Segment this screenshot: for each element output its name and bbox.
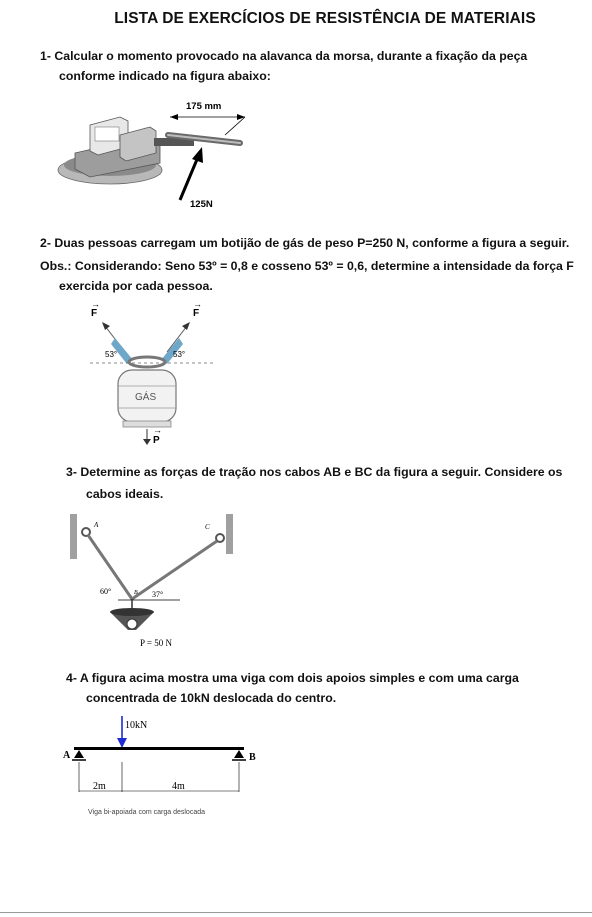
point-a-label: A xyxy=(94,521,99,529)
angle-label-right: 37° xyxy=(152,590,164,599)
dimension-label: 175 mm xyxy=(186,101,222,112)
angle-label-left: 53° xyxy=(105,350,118,359)
support-b-label: B xyxy=(249,752,256,763)
force-label-right: F xyxy=(193,308,200,319)
dimension-arrow-right xyxy=(237,114,245,120)
gas-cylinder-figure xyxy=(85,300,220,448)
hook-c xyxy=(216,534,224,542)
cylinder-handle xyxy=(129,357,165,367)
cable-bc xyxy=(132,541,217,599)
dimension-left-label: 2m xyxy=(93,781,106,792)
figure-caption: Viga bi-apoiada com carga deslocada xyxy=(88,809,206,816)
support-b xyxy=(234,750,244,758)
force-label-left: F xyxy=(91,308,98,319)
weight-label: P = 50 N xyxy=(140,638,172,648)
svg-text:→: → xyxy=(153,425,162,435)
cylinder-label: GÁS xyxy=(135,392,157,403)
load-label: 10kN xyxy=(125,720,148,731)
page-title: LISTA DE EXERCÍCIOS DE RESISTÊNCIA DE MATERIAIS xyxy=(114,10,536,27)
vise-figure xyxy=(50,95,250,220)
cylinder-base xyxy=(123,421,171,427)
question-1-line-1: 1- Calcular o momento provocado na alavanca da morsa, durante a fixação da peça xyxy=(40,49,528,63)
vise-workpiece xyxy=(95,127,119,141)
question-3-line-1: 3- Determine as forças de tração nos cabos AB e BC da figura a seguir. Considere os xyxy=(66,465,563,479)
angle-label-left: 60° xyxy=(100,587,112,596)
beam-figure xyxy=(60,712,260,807)
question-1-line-2: conforme indicado na figura abaixo: xyxy=(59,69,271,83)
svg-text:→: → xyxy=(193,300,202,309)
load-arrow-head xyxy=(117,738,127,748)
page-bottom-border xyxy=(0,912,592,913)
beam xyxy=(74,747,244,750)
question-2-line-3: exercida por cada pessoa. xyxy=(59,279,213,293)
question-3-line-2: cabos ideais. xyxy=(86,487,164,501)
left-wall xyxy=(70,514,77,559)
question-2-line-2: Obs.: Considerando: Seno 53º = 0,8 e cosseno 53º = 0,6, determine a intensidade da força F xyxy=(40,259,574,273)
weight-label: P xyxy=(153,435,160,446)
dimension-right-label: 4m xyxy=(172,781,185,792)
force-arrow-head xyxy=(192,147,203,163)
question-4-line-2: concentrada de 10kN deslocada do centro. xyxy=(86,691,337,705)
svg-text:→: → xyxy=(91,300,100,309)
point-b-label: B xyxy=(134,590,138,596)
lamp-bulb xyxy=(127,619,137,629)
right-wall xyxy=(226,514,233,554)
force-label: 125N xyxy=(190,199,213,210)
support-a-label: A xyxy=(63,750,71,761)
angle-label-right: 53° xyxy=(173,350,186,359)
question-4-line-1: 4- A figura acima mostra uma viga com dois apoios simples e com uma carga xyxy=(66,671,519,685)
dimension-leader xyxy=(225,117,245,135)
lamp-cables-figure xyxy=(70,512,240,654)
force-arrow xyxy=(180,157,198,200)
dimension-arrow-left xyxy=(170,114,178,120)
support-a xyxy=(74,750,84,758)
point-c-label: C xyxy=(205,523,210,531)
question-2-line-1: 2- Duas pessoas carregam um botijão de gás de peso P=250 N, conforme a figura a seguir. xyxy=(40,236,570,250)
